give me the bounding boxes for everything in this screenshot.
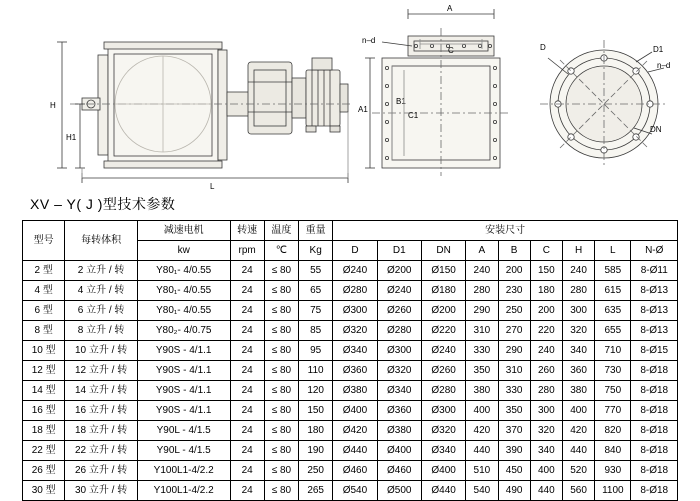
cell-c: 260	[530, 361, 562, 381]
cell-l: 615	[595, 281, 631, 301]
cell-weight: 190	[299, 441, 333, 461]
cell-d: Ø340	[333, 341, 377, 361]
spec-table-wrapper	[22, 220, 678, 501]
header-n: N-Ø	[631, 241, 678, 261]
cell-motor: Y80₁- 4/0.55	[137, 261, 230, 281]
cell-c: 200	[530, 301, 562, 321]
cell-h: 380	[562, 381, 594, 401]
cell-c: 240	[530, 341, 562, 361]
cell-motor: Y90S - 4/1.1	[137, 381, 230, 401]
cell-l: 820	[595, 421, 631, 441]
header-temp: 温度	[264, 221, 298, 241]
header-rpm: 转速	[230, 221, 264, 241]
cell-weight: 250	[299, 461, 333, 481]
cell-model: 8 型	[23, 321, 65, 341]
cell-b: 310	[498, 361, 530, 381]
cell-motor: Y80₁- 4/0.55	[137, 301, 230, 321]
table-row	[23, 461, 678, 481]
cell-dn: Ø440	[421, 481, 465, 501]
cell-l: 930	[595, 461, 631, 481]
cell-a: 240	[466, 261, 498, 281]
dim-A: A	[447, 4, 453, 13]
spec-table	[22, 220, 678, 501]
cell-volume: 30 立升 / 转	[65, 481, 138, 501]
cell-dn: Ø240	[421, 341, 465, 361]
dim-H1: H1	[66, 133, 77, 142]
table-row	[23, 421, 678, 441]
cell-h: 300	[562, 301, 594, 321]
cell-volume: 12 立升 / 转	[65, 361, 138, 381]
header-rpm-unit: rpm	[230, 241, 264, 261]
cell-l: 710	[595, 341, 631, 361]
cell-c: 320	[530, 421, 562, 441]
header-dn: DN	[421, 241, 465, 261]
cell-n: 8-Ø15	[631, 341, 678, 361]
header-l: L	[595, 241, 631, 261]
cell-a: 440	[466, 441, 498, 461]
header-motor: 减速电机	[137, 221, 230, 241]
cell-dn: Ø220	[421, 321, 465, 341]
table-row	[23, 281, 678, 301]
cell-volume: 22 立升 / 转	[65, 441, 138, 461]
dim-DN: DN	[650, 125, 662, 134]
cell-dn: Ø260	[421, 361, 465, 381]
cell-temp: ≤ 80	[264, 361, 298, 381]
cell-d1: Ø360	[377, 401, 421, 421]
cell-d: Ø320	[333, 321, 377, 341]
table-row	[23, 321, 678, 341]
header-model: 型号	[23, 221, 65, 261]
cell-rpm: 24	[230, 281, 264, 301]
cell-d: Ø380	[333, 381, 377, 401]
header-d: D	[333, 241, 377, 261]
cell-model: 2 型	[23, 261, 65, 281]
cell-l: 1100	[595, 481, 631, 501]
cell-b: 450	[498, 461, 530, 481]
cell-d: Ø460	[333, 461, 377, 481]
cell-b: 250	[498, 301, 530, 321]
cell-l: 635	[595, 301, 631, 321]
cell-volume: 14 立升 / 转	[65, 381, 138, 401]
cell-model: 16 型	[23, 401, 65, 421]
cell-dn: Ø150	[421, 261, 465, 281]
drawings-svg	[0, 0, 700, 192]
cell-model: 6 型	[23, 301, 65, 321]
cell-h: 240	[562, 261, 594, 281]
cell-c: 220	[530, 321, 562, 341]
cell-temp: ≤ 80	[264, 421, 298, 441]
flange-detail	[540, 40, 670, 168]
cell-a: 510	[466, 461, 498, 481]
cell-n: 8-Ø18	[631, 481, 678, 501]
cell-volume: 26 立升 / 转	[65, 461, 138, 481]
cell-a: 540	[466, 481, 498, 501]
cell-b: 350	[498, 401, 530, 421]
cell-volume: 2 立升 / 转	[65, 261, 138, 281]
table-row	[23, 401, 678, 421]
cell-c: 300	[530, 401, 562, 421]
cell-motor: Y80₂- 4/0.75	[137, 321, 230, 341]
cell-d1: Ø240	[377, 281, 421, 301]
cell-temp: ≤ 80	[264, 261, 298, 281]
cell-rpm: 24	[230, 441, 264, 461]
cell-temp: ≤ 80	[264, 461, 298, 481]
table-row	[23, 381, 678, 401]
cell-a: 330	[466, 341, 498, 361]
header-install: 安装尺寸	[333, 221, 678, 241]
cell-weight: 150	[299, 401, 333, 421]
cell-d1: Ø500	[377, 481, 421, 501]
dim-D1: D1	[653, 45, 664, 54]
cell-model: 4 型	[23, 281, 65, 301]
table-header-row-1	[23, 221, 678, 241]
cell-temp: ≤ 80	[264, 301, 298, 321]
cell-d1: Ø340	[377, 381, 421, 401]
dim-H: H	[50, 101, 56, 110]
cell-d: Ø240	[333, 261, 377, 281]
dim-C1: C1	[408, 111, 419, 120]
table-row	[23, 481, 678, 501]
cell-volume: 10 立升 / 转	[65, 341, 138, 361]
cell-rpm: 24	[230, 261, 264, 281]
cell-l: 730	[595, 361, 631, 381]
cell-weight: 180	[299, 421, 333, 441]
cell-h: 360	[562, 361, 594, 381]
cell-l: 840	[595, 441, 631, 461]
cell-l: 585	[595, 261, 631, 281]
header-a: A	[466, 241, 498, 261]
cell-model: 22 型	[23, 441, 65, 461]
front-elevation	[50, 42, 352, 191]
header-d1: D1	[377, 241, 421, 261]
header-h: H	[562, 241, 594, 261]
cell-n: 8-Ø18	[631, 361, 678, 381]
cell-d: Ø440	[333, 441, 377, 461]
cell-d1: Ø380	[377, 421, 421, 441]
cell-dn: Ø320	[421, 421, 465, 441]
cell-weight: 95	[299, 341, 333, 361]
cell-c: 400	[530, 461, 562, 481]
cell-d1: Ø400	[377, 441, 421, 461]
cell-l: 655	[595, 321, 631, 341]
cell-c: 340	[530, 441, 562, 461]
cell-model: 30 型	[23, 481, 65, 501]
cell-a: 350	[466, 361, 498, 381]
header-weight-unit: Kg	[299, 241, 333, 261]
header-temp-unit: ℃	[264, 241, 298, 261]
cell-motor: Y90L - 4/1.5	[137, 421, 230, 441]
dim-D: D	[540, 43, 546, 52]
cell-weight: 75	[299, 301, 333, 321]
cell-model: 18 型	[23, 421, 65, 441]
cell-n: 8-Ø11	[631, 261, 678, 281]
cell-temp: ≤ 80	[264, 321, 298, 341]
cell-h: 320	[562, 321, 594, 341]
cell-b: 390	[498, 441, 530, 461]
table-row	[23, 301, 678, 321]
technical-drawings	[0, 0, 700, 192]
plan-view	[358, 4, 510, 176]
dim-L: L	[210, 182, 215, 191]
cell-d: Ø300	[333, 301, 377, 321]
cell-n: 8-Ø18	[631, 461, 678, 481]
cell-motor: Y90S - 4/1.1	[137, 361, 230, 381]
cell-weight: 110	[299, 361, 333, 381]
header-volume: 每转体积	[65, 221, 138, 261]
dim-C: C	[448, 46, 454, 55]
cell-model: 10 型	[23, 341, 65, 361]
header-motor-unit: kw	[137, 241, 230, 261]
cell-rpm: 24	[230, 481, 264, 501]
cell-volume: 6 立升 / 转	[65, 301, 138, 321]
cell-a: 310	[466, 321, 498, 341]
cell-a: 420	[466, 421, 498, 441]
dim-A1: A1	[358, 105, 368, 114]
cell-volume: 4 立升 / 转	[65, 281, 138, 301]
cell-rpm: 24	[230, 301, 264, 321]
cell-volume: 18 立升 / 转	[65, 421, 138, 441]
cell-b: 270	[498, 321, 530, 341]
cell-dn: Ø180	[421, 281, 465, 301]
cell-n: 8-Ø18	[631, 421, 678, 441]
cell-c: 180	[530, 281, 562, 301]
cell-n: 8-Ø13	[631, 301, 678, 321]
cell-motor: Y90L - 4/1.5	[137, 441, 230, 461]
cell-rpm: 24	[230, 401, 264, 421]
cell-weight: 65	[299, 281, 333, 301]
cell-d: Ø280	[333, 281, 377, 301]
cell-dn: Ø300	[421, 401, 465, 421]
cell-a: 380	[466, 381, 498, 401]
cell-rpm: 24	[230, 321, 264, 341]
cell-h: 400	[562, 401, 594, 421]
cell-n: 8-Ø18	[631, 441, 678, 461]
cell-h: 280	[562, 281, 594, 301]
cell-motor: Y90S - 4/1.1	[137, 401, 230, 421]
table-row	[23, 361, 678, 381]
cell-h: 340	[562, 341, 594, 361]
cell-c: 440	[530, 481, 562, 501]
cell-b: 330	[498, 381, 530, 401]
cell-rpm: 24	[230, 461, 264, 481]
cell-b: 230	[498, 281, 530, 301]
spec-table-body	[23, 261, 678, 501]
cell-model: 14 型	[23, 381, 65, 401]
cell-n: 8-Ø13	[631, 321, 678, 341]
cell-c: 280	[530, 381, 562, 401]
header-b: B	[498, 241, 530, 261]
dim-B1: B1	[396, 97, 406, 106]
cell-model: 26 型	[23, 461, 65, 481]
cell-motor: Y80₁- 4/0.55	[137, 281, 230, 301]
cell-n: 8-Ø13	[631, 281, 678, 301]
cell-a: 400	[466, 401, 498, 421]
cell-motor: Y90S - 4/1.1	[137, 341, 230, 361]
cell-n: 8-Ø18	[631, 401, 678, 421]
cell-rpm: 24	[230, 381, 264, 401]
cell-volume: 16 立升 / 转	[65, 401, 138, 421]
cell-d1: Ø200	[377, 261, 421, 281]
label-n-d-plan: n–d	[362, 36, 376, 45]
cell-d1: Ø320	[377, 361, 421, 381]
header-weight: 重量	[299, 221, 333, 241]
cell-d: Ø540	[333, 481, 377, 501]
cell-temp: ≤ 80	[264, 481, 298, 501]
cell-motor: Y100L1-4/2.2	[137, 481, 230, 501]
cell-model: 12 型	[23, 361, 65, 381]
cell-n: 8-Ø18	[631, 381, 678, 401]
cell-temp: ≤ 80	[264, 381, 298, 401]
cell-d1: Ø460	[377, 461, 421, 481]
cell-dn: Ø280	[421, 381, 465, 401]
cell-volume: 8 立升 / 转	[65, 321, 138, 341]
cell-c: 150	[530, 261, 562, 281]
cell-weight: 55	[299, 261, 333, 281]
cell-temp: ≤ 80	[264, 341, 298, 361]
cell-temp: ≤ 80	[264, 441, 298, 461]
cell-d1: Ø300	[377, 341, 421, 361]
cell-d1: Ø260	[377, 301, 421, 321]
cell-rpm: 24	[230, 421, 264, 441]
cell-rpm: 24	[230, 361, 264, 381]
cell-rpm: 24	[230, 341, 264, 361]
cell-a: 290	[466, 301, 498, 321]
cell-b: 200	[498, 261, 530, 281]
cell-motor: Y100L1-4/2.2	[137, 461, 230, 481]
label-n-d-flange: n–d	[657, 61, 671, 70]
cell-b: 370	[498, 421, 530, 441]
cell-d: Ø360	[333, 361, 377, 381]
cell-l: 750	[595, 381, 631, 401]
cell-weight: 265	[299, 481, 333, 501]
cell-h: 420	[562, 421, 594, 441]
cell-dn: Ø200	[421, 301, 465, 321]
table-row	[23, 441, 678, 461]
cell-b: 290	[498, 341, 530, 361]
section-title: XV – Y( J )型技术参数	[30, 196, 176, 212]
cell-d: Ø420	[333, 421, 377, 441]
cell-temp: ≤ 80	[264, 281, 298, 301]
table-row	[23, 341, 678, 361]
cell-weight: 120	[299, 381, 333, 401]
cell-h: 440	[562, 441, 594, 461]
cell-weight: 85	[299, 321, 333, 341]
cell-a: 280	[466, 281, 498, 301]
cell-d1: Ø280	[377, 321, 421, 341]
cell-h: 560	[562, 481, 594, 501]
cell-temp: ≤ 80	[264, 401, 298, 421]
cell-dn: Ø400	[421, 461, 465, 481]
cell-dn: Ø340	[421, 441, 465, 461]
header-c: C	[530, 241, 562, 261]
table-row	[23, 261, 678, 281]
cell-d: Ø400	[333, 401, 377, 421]
cell-h: 520	[562, 461, 594, 481]
cell-l: 770	[595, 401, 631, 421]
cell-b: 490	[498, 481, 530, 501]
